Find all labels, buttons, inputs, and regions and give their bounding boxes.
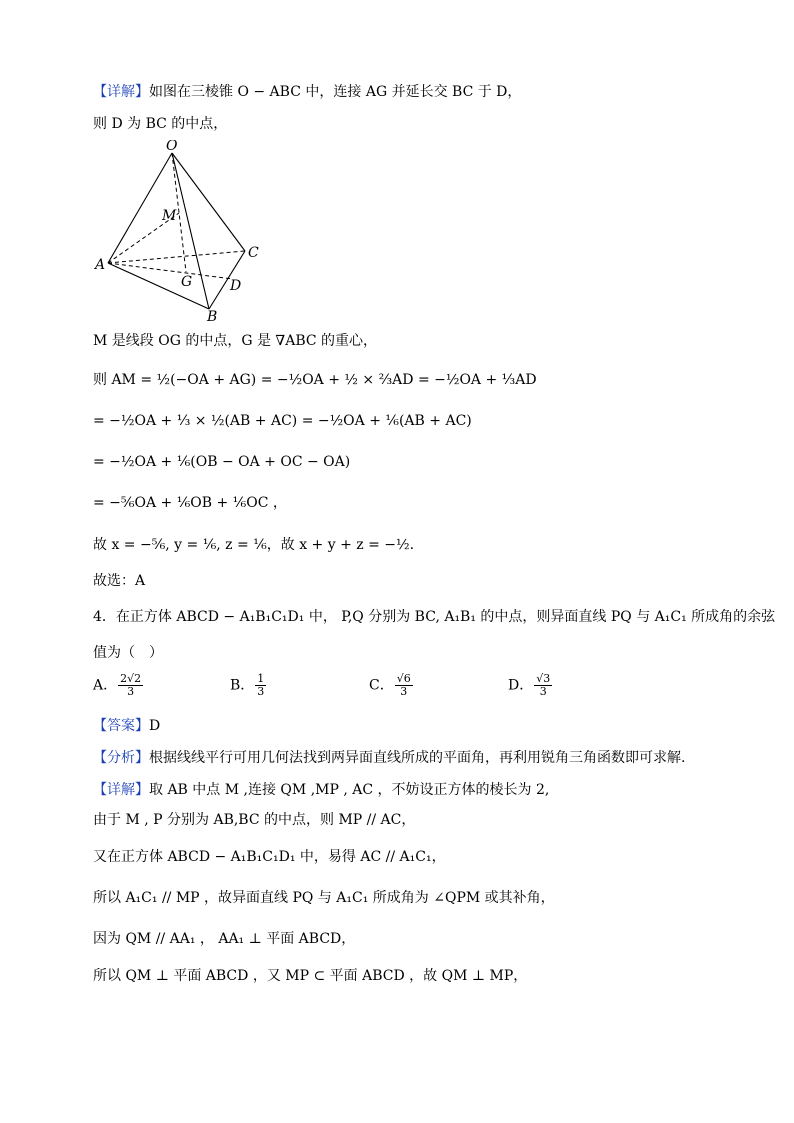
label-A: A xyxy=(95,257,106,273)
option-c-fraction: $\frac{√6}{3}$ xyxy=(396,672,411,698)
analysis-tag: 【分析】 xyxy=(93,750,149,766)
solution-line-3: M 是线段 OG 的中点，G 是 ∇ABC 的重心， xyxy=(93,333,378,349)
question-4-line-1: 4．在正方体 ABCD − A₁B₁C₁D₁ 中， P,Q 分别为 BC, A₁B₁ 的中点，则异面直线 PQ 与 A₁C₁ 所成角的余弦 xyxy=(93,609,776,625)
reasoning-line-1: 由于 M , P 分别为 AB,BC 的中点，则 MP // AC， xyxy=(93,812,416,828)
label-G: G xyxy=(181,274,193,290)
tetrahedron-figure xyxy=(88,140,268,325)
answer-tag: 【答案】 xyxy=(93,718,149,734)
detail-tag: 【详解】 xyxy=(93,84,149,100)
detail-tag-2: 【详解】 xyxy=(93,782,149,798)
label-M: M xyxy=(162,208,177,224)
label-D: D xyxy=(230,278,242,294)
equation-line-1: 则 AM = ½(−OA + AG) = −½OA + ½ × ⅔AD = −½OA + ⅓AD xyxy=(93,372,537,388)
label-B: B xyxy=(207,309,218,325)
equation-line-2: = −½OA + ⅓ × ½(AB + AC) = −½OA + ⅙(AB + AC) xyxy=(93,413,472,429)
edge-OC xyxy=(172,153,245,251)
reasoning-line-4: 因为 QM // AA₁ ， AA₁ ⊥ 平面 ABCD， xyxy=(93,931,356,947)
analysis-text: 根据线线平行可用几何法找到两异面直线所成的平面角，再利用锐角三角函数即可求解. xyxy=(149,750,686,766)
detail-text: 取 AB 中点 M ,连接 QM ,MP , AC ，不妨设正方体的棱长为 2, xyxy=(149,782,550,798)
reasoning-line-5: 所以 QM ⊥ 平面 ABCD ，又 MP ⊂ 平面 ABCD ，故 QM ⊥ MP， xyxy=(93,968,528,984)
option-d xyxy=(508,673,553,698)
option-c-label: C． xyxy=(369,677,394,694)
option-d-label: D． xyxy=(508,677,534,694)
answer-line xyxy=(93,716,160,736)
reasoning-line-3: 所以 A₁C₁ // MP ，故异面直线 PQ 与 A₁C₁ 所成角为 ∠QPM 或其补角， xyxy=(93,890,555,906)
solution-line-2: 则 D 为 BC 的中点， xyxy=(93,116,228,132)
label-C: C xyxy=(248,245,259,261)
option-b-fraction: $\frac{1}{3}$ xyxy=(257,672,265,698)
equation-line-4: = −⅚OA + ⅙OB + ⅙OC ， xyxy=(93,495,287,511)
analysis-line xyxy=(93,748,685,768)
choice-line: 故选：A xyxy=(93,573,146,589)
equation-line-3: = −½OA + ⅙(OB − OA + OC − OA) xyxy=(93,454,351,470)
label-O: O xyxy=(166,140,178,154)
conclusion-line: 故 x = −⅚, y = ⅙, z = ⅙，故 x + y + z = −½. xyxy=(93,537,415,553)
edge-AC xyxy=(108,251,245,263)
solution-text-1: 如图在三棱锥 O − ABC 中，连接 AG 并延长交 BC 于 D， xyxy=(149,84,522,100)
option-b xyxy=(230,673,267,698)
detail-line xyxy=(93,780,549,800)
question-4-line-2: 值为（ ） xyxy=(93,645,163,661)
option-b-label: B． xyxy=(230,677,255,694)
answer-value: D xyxy=(149,718,161,734)
option-d-fraction: $\frac{√3}{3}$ xyxy=(536,672,551,698)
option-a-fraction: $\frac{2√2}{3}$ xyxy=(120,672,142,698)
option-c xyxy=(369,673,414,698)
reasoning-line-2: 又在正方体 ABCD − A₁B₁C₁D₁ 中，易得 AC // A₁C₁， xyxy=(93,849,446,865)
option-a xyxy=(93,673,144,698)
solution-line-1 xyxy=(93,82,521,102)
option-a-label: A． xyxy=(93,677,118,694)
